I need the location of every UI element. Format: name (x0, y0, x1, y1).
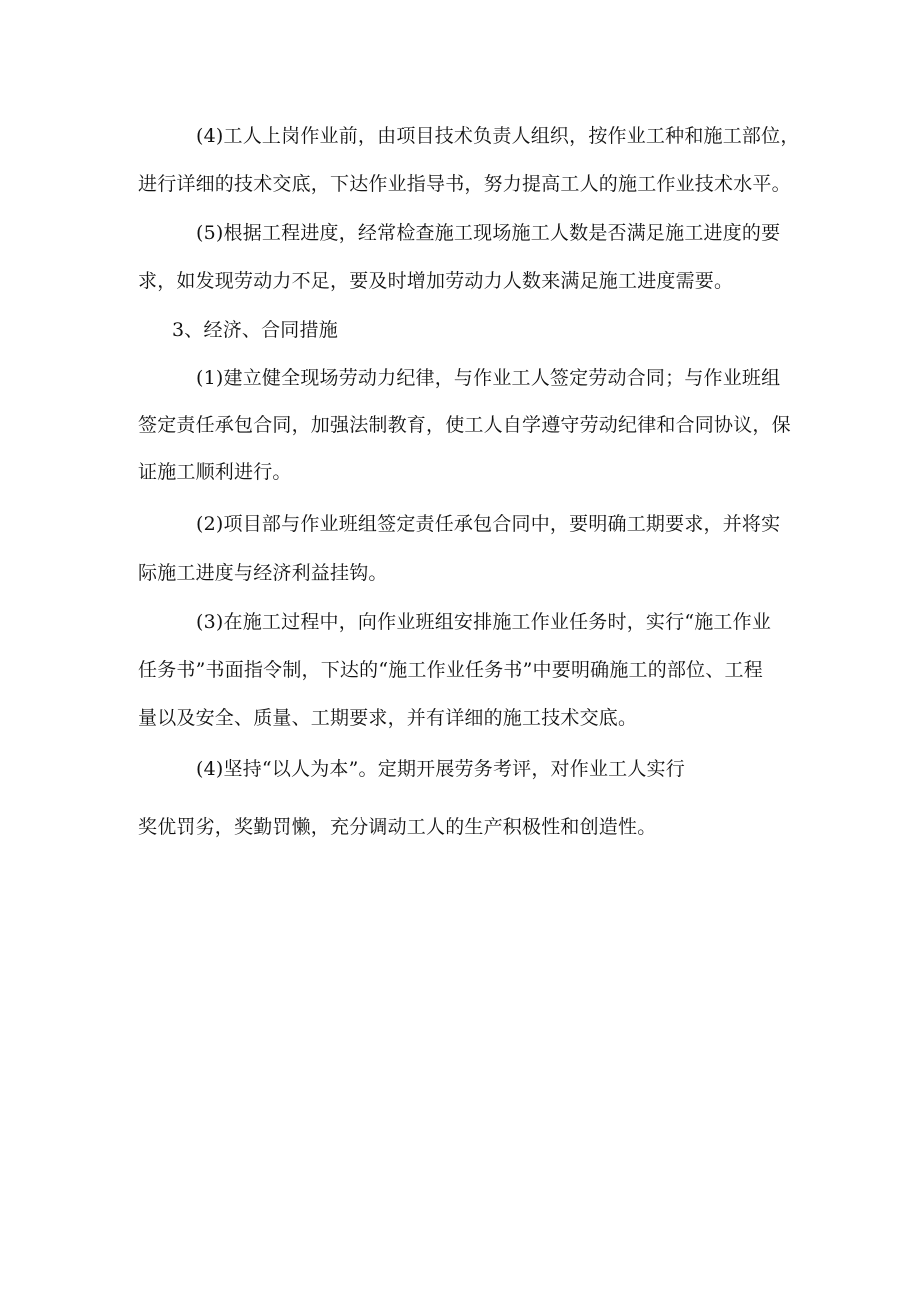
paragraph-line: (3)在施工过程中，向作业班组安排施工作业任务时，实行“施工作业 (196, 611, 772, 633)
paragraph-line: (1)建立健全现场劳动力纪律，与作业工人签定劳动合同；与作业班组 (196, 367, 781, 389)
paragraph-line: 进行详细的技术交底，下达作业指导书，努力提高工人的施工作业技术水平。 (138, 173, 791, 195)
paragraph-line: 签定责任承包合同，加强法制教育，使工人自学遵守劳动纪律和合同协议，保 (138, 414, 791, 436)
paragraph-line: (2)项目部与作业班组签定责任承包合同中，要明确工期要求，并将实 (196, 513, 781, 535)
paragraph-line: (5)根据工程进度，经常检查施工现场施工人数是否满足施工进度的要 (196, 222, 781, 244)
paragraph-line: 量以及安全、质量、工期要求，并有详细的施工技术交底。 (138, 707, 638, 729)
paragraph-line: 求，如发现劳动力不足，要及时增加劳动力人数来满足施工进度需要。 (138, 270, 734, 292)
paragraph-line: (4)坚持“以人为本”。定期开展劳务考评，对作业工人实行 (196, 758, 685, 780)
paragraph-line: 任务书”书面指令制，下达的“施工作业任务书”中要明确施工的部位、工程 (138, 659, 763, 681)
paragraph-line: 奖优罚劣，奖勤罚懒，充分调动工人的生产积极性和创造性。 (138, 816, 657, 838)
section-heading: 3、经济、合同措施 (172, 319, 338, 341)
paragraph-line: 际施工进度与经济利益挂钩。 (138, 562, 388, 584)
paragraph-line: 证施工顺利进行。 (138, 461, 292, 483)
paragraph-line: (4)工人上岗作业前，由项目技术负责人组织，按作业工种和施工部位， (196, 125, 800, 147)
